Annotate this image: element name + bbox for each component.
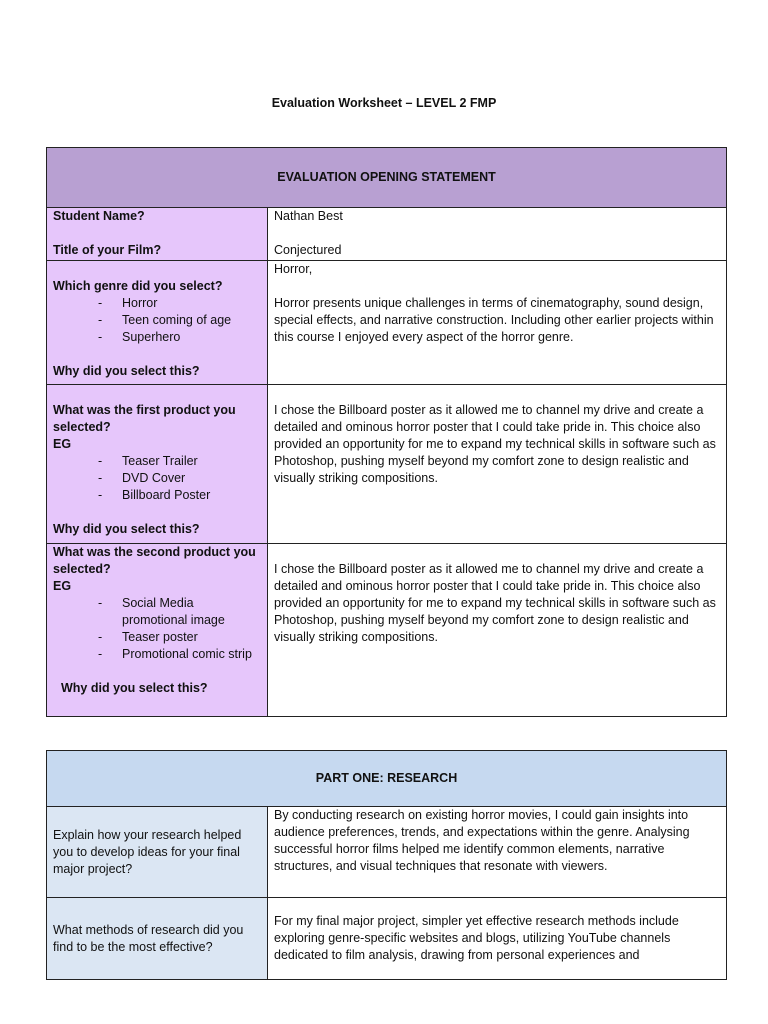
first-product-question-cell — [47, 385, 268, 544]
section-header-research: PART ONE: RESEARCH — [47, 751, 727, 807]
film-title-value: Conjectured — [274, 243, 342, 257]
genre-answer-line1: Horror, — [274, 262, 313, 276]
genre-question: Which genre did you select? — [53, 279, 223, 293]
student-name-label: Student Name? — [53, 209, 145, 223]
list-item: - DVD Cover — [98, 470, 261, 487]
second-product-question-cell — [47, 544, 268, 717]
second-product-answer-cell — [268, 544, 727, 717]
first-product-answer: I chose the Billboard poster as it allowed me to channel my drive and create a detailed and ominous horror poster that I could take pride in. This choice also provided an opportunity for me to expand my technical skills in software such as Photoshop, pushing myself beyond my comfort zone to design realistic and visually striking compositions. — [274, 403, 716, 485]
list-item: - Superhero — [98, 329, 261, 346]
second-product-why-label: Why did you select this? — [61, 681, 208, 695]
research-a2: For my final major project, simpler yet effective research methods include exploring genre-specific websites and blogs, utilizing YouTube channels dedicated to film analysis, drawing from personal experiences and — [274, 914, 679, 962]
evaluation-opening-table — [46, 147, 727, 717]
student-film-labels — [47, 208, 268, 261]
second-product-answer: I chose the Billboard poster as it allowed me to channel my drive and create a detailed and ominous horror poster that I could take pride in. This choice also provided an opportunity for me to expand my technical skills in software such as Photoshop, pushing myself beyond my comfort zone to design realistic and visually striking compositions. — [274, 562, 716, 644]
film-title-label: Title of your Film? — [53, 243, 162, 257]
research-table — [46, 750, 727, 980]
student-name-value: Nathan Best — [274, 209, 343, 223]
list-item: - Teaser Trailer — [98, 453, 261, 470]
first-product-options-list — [53, 453, 261, 504]
list-item: - Teaser poster — [98, 629, 261, 646]
genre-answer-paragraph: Horror presents unique challenges in terms of cinematography, sound design, special effects, and narrative construction. Including other earlier projects within this course I enjoyed every aspect of the horror genre. — [274, 296, 714, 344]
list-item: - Teen coming of age — [98, 312, 261, 329]
research-q1-cell — [47, 807, 268, 898]
list-item: - Horror — [98, 295, 261, 312]
second-product-options-list — [53, 595, 261, 663]
genre-options-list — [53, 295, 261, 346]
genre-answer-cell — [268, 261, 727, 385]
research-a2-cell — [268, 898, 727, 980]
genre-question-cell — [47, 261, 268, 385]
list-item: - Billboard Poster — [98, 487, 261, 504]
list-item: - Social Media promotional image — [98, 595, 261, 629]
student-film-values — [268, 208, 727, 261]
second-product-question: What was the second product you selected? — [53, 545, 256, 576]
research-q2-cell — [47, 898, 268, 980]
section-header-opening: EVALUATION OPENING STATEMENT — [47, 148, 727, 208]
genre-why-label: Why did you select this? — [53, 364, 200, 378]
first-product-why-label: Why did you select this? — [53, 522, 200, 536]
research-a1: By conducting research on existing horror movies, I could gain insights into audience preferences, trends, and expectations within the genre. Analysing successful horror films helped me identify common elements, narrative structures, and visual techniques that resonate with viewers. — [274, 808, 690, 873]
research-a1-cell — [268, 807, 727, 898]
first-product-eg: EG — [53, 437, 72, 451]
first-product-question: What was the first product you selected? — [53, 403, 236, 434]
first-product-answer-cell — [268, 385, 727, 544]
research-q2: What methods of research did you find to be the most effective? — [53, 922, 244, 954]
research-q1: Explain how your research helped you to develop ideas for your final major project? — [53, 827, 242, 876]
list-item: - Promotional comic strip — [98, 646, 261, 663]
document-title: Evaluation Worksheet – LEVEL 2 FMP — [271, 96, 497, 110]
second-product-eg: EG — [53, 579, 72, 593]
